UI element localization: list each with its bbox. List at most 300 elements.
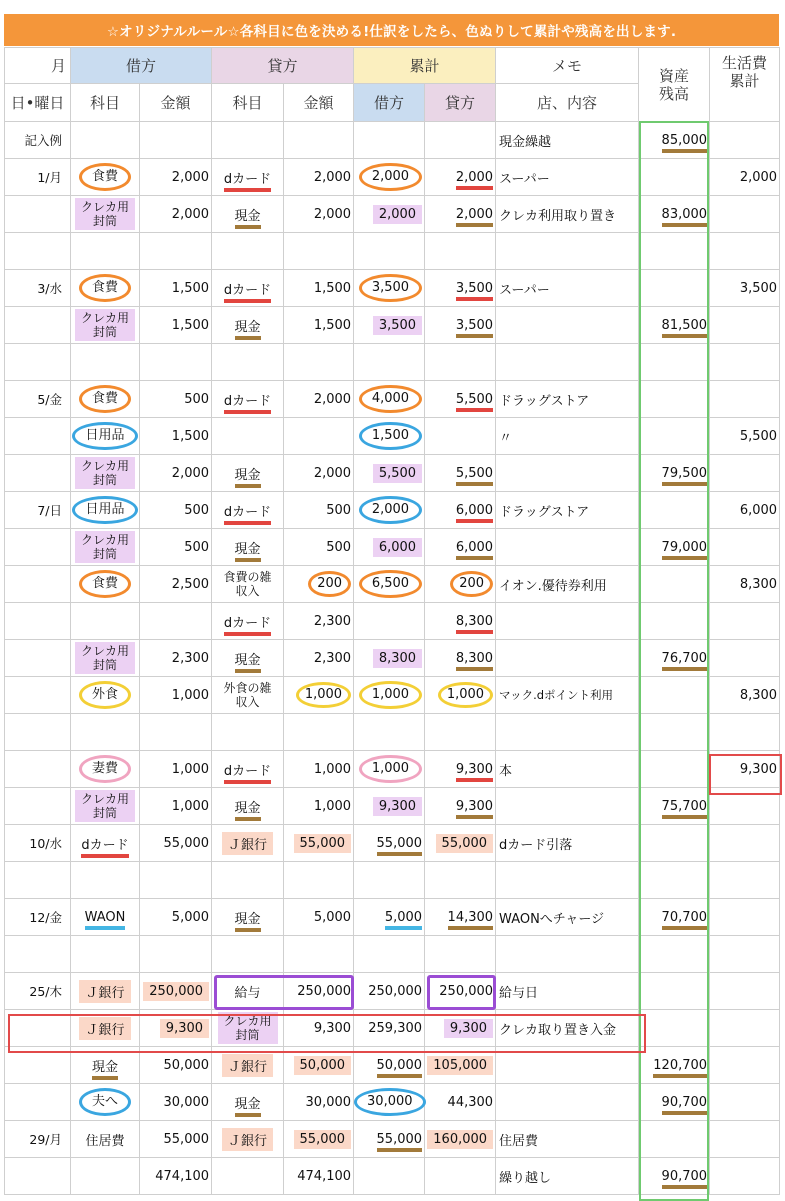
credit-amount-cell <box>284 1121 354 1158</box>
ledger-row <box>5 751 780 788</box>
credit-amount-cell <box>284 492 354 529</box>
debit-account-text: 食費 <box>79 163 131 191</box>
date-cell <box>5 603 71 640</box>
credit-amount-cell <box>284 1047 354 1084</box>
date-cell <box>5 899 71 936</box>
credit-account-cell <box>212 862 284 899</box>
header-cumulative: 累計 <box>354 48 496 84</box>
cum-credit-cell <box>425 529 496 566</box>
credit-amount-text: 500 <box>326 539 352 555</box>
date-text: 記入例 <box>24 133 62 148</box>
credit-amount-text: 55,000 <box>294 1130 352 1149</box>
cum-credit-cell <box>425 936 496 973</box>
living-cost-text: 2,000 <box>739 169 778 185</box>
ledger-row <box>5 899 780 936</box>
cum-debit-text: 1,000 <box>359 681 422 709</box>
credit-amount-text: 2,300 <box>313 650 352 666</box>
date-text: 3/水 <box>37 281 62 296</box>
asset-balance-cell <box>639 418 710 455</box>
debit-amount-cell <box>140 973 212 1010</box>
debit-amount-text: 500 <box>184 539 210 555</box>
debit-account-cell <box>71 1084 140 1121</box>
debit-account-text: クレカ用 封筒 <box>75 790 135 822</box>
asset-balance-cell <box>639 973 710 1010</box>
memo-text: ドラッグストア <box>499 504 590 520</box>
memo-cell <box>496 1121 639 1158</box>
asset-balance-cell <box>639 159 710 196</box>
credit-account-text: 現金 <box>235 801 261 821</box>
credit-account-text: Ｊ銀行 <box>222 1128 273 1151</box>
memo-cell <box>496 936 639 973</box>
credit-amount-text: 5,000 <box>313 909 352 925</box>
cum-credit-text: 6,000 <box>456 540 493 560</box>
header-day-weekday: 日•曜日 <box>5 84 71 122</box>
date-cell <box>5 677 71 714</box>
credit-amount-cell <box>284 418 354 455</box>
ledger-row <box>5 381 780 418</box>
debit-amount-cell <box>140 492 212 529</box>
credit-amount-text: 500 <box>326 502 352 518</box>
asset-balance-cell <box>639 270 710 307</box>
date-cell <box>5 788 71 825</box>
cum-credit-text: 44,300 <box>447 1094 494 1110</box>
date-text: 10/水 <box>29 836 62 851</box>
cum-credit-cell <box>425 1121 496 1158</box>
cum-debit-cell <box>354 418 425 455</box>
credit-amount-text: 1,500 <box>313 317 352 333</box>
asset-balance-cell <box>639 788 710 825</box>
cum-debit-cell <box>354 677 425 714</box>
debit-account-cell <box>71 899 140 936</box>
debit-account-cell <box>71 566 140 603</box>
memo-text: 住居費 <box>499 1133 539 1149</box>
cum-debit-text: 5,000 <box>385 910 422 930</box>
cum-credit-text: 200 <box>450 571 493 597</box>
credit-amount-cell <box>284 936 354 973</box>
date-text: 7/日 <box>37 503 62 518</box>
asset-balance-text: 90,700 <box>662 1095 708 1115</box>
debit-account-cell <box>71 603 140 640</box>
credit-account-text: Ｊ銀行 <box>222 832 273 855</box>
cum-credit-text: 5,500 <box>456 466 493 486</box>
credit-amount-cell <box>284 862 354 899</box>
debit-account-cell <box>71 418 140 455</box>
living-cost-cell <box>710 566 780 603</box>
credit-amount-cell <box>284 122 354 159</box>
cum-credit-cell <box>425 159 496 196</box>
cum-credit-text: 6,000 <box>456 503 493 523</box>
memo-cell <box>496 344 639 381</box>
debit-account-text: Ｊ銀行 <box>79 980 130 1003</box>
memo-cell <box>496 973 639 1010</box>
credit-account-cell <box>212 936 284 973</box>
debit-amount-cell <box>140 677 212 714</box>
debit-account-cell <box>71 122 140 159</box>
memo-cell <box>496 825 639 862</box>
memo-cell <box>496 233 639 270</box>
credit-amount-text: 474,100 <box>297 1168 352 1184</box>
debit-account-text: 妻費 <box>79 755 131 783</box>
credit-account-text: クレカ用 封筒 <box>218 1012 278 1044</box>
cum-credit-cell <box>425 233 496 270</box>
credit-amount-cell <box>284 529 354 566</box>
asset-balance-cell <box>639 529 710 566</box>
credit-amount-cell <box>284 159 354 196</box>
cum-debit-cell <box>354 233 425 270</box>
credit-account-cell <box>212 1084 284 1121</box>
debit-amount-text: 500 <box>184 391 210 407</box>
date-cell <box>5 233 71 270</box>
debit-amount-cell <box>140 862 212 899</box>
memo-cell <box>496 899 639 936</box>
date-cell <box>5 751 71 788</box>
credit-account-text: 現金 <box>235 912 261 932</box>
cum-credit-text: 55,000 <box>436 834 494 853</box>
debit-account-text: クレカ用 封筒 <box>75 642 135 674</box>
cum-credit-cell <box>425 825 496 862</box>
asset-balance-cell <box>639 196 710 233</box>
header-cum-debit: 借方 <box>354 84 425 122</box>
debit-amount-text: 1,000 <box>171 798 210 814</box>
memo-text: dカード引落 <box>499 837 573 853</box>
debit-amount-cell <box>140 1010 212 1047</box>
debit-account-text: 食費 <box>79 385 131 413</box>
cum-credit-cell <box>425 788 496 825</box>
cum-credit-cell <box>425 566 496 603</box>
debit-amount-cell <box>140 1121 212 1158</box>
credit-account-cell <box>212 122 284 159</box>
debit-account-text: クレカ用 封筒 <box>75 198 135 230</box>
debit-account-cell <box>71 788 140 825</box>
header-debit-account: 科目 <box>71 84 140 122</box>
cum-debit-cell <box>354 1047 425 1084</box>
credit-amount-text: 2,000 <box>313 465 352 481</box>
ledger-row <box>5 862 780 899</box>
date-cell <box>5 381 71 418</box>
debit-account-text: 食費 <box>79 570 131 598</box>
asset-balance-cell <box>639 455 710 492</box>
credit-amount-cell <box>284 196 354 233</box>
memo-cell <box>496 455 639 492</box>
cum-debit-text: 9,300 <box>373 797 422 816</box>
date-cell <box>5 1010 71 1047</box>
debit-amount-cell <box>140 788 212 825</box>
debit-amount-text: 2,500 <box>171 576 210 592</box>
memo-cell <box>496 1047 639 1084</box>
cum-debit-cell <box>354 1121 425 1158</box>
debit-account-cell <box>71 825 140 862</box>
debit-account-cell <box>71 640 140 677</box>
living-cost-cell <box>710 233 780 270</box>
debit-amount-cell <box>140 418 212 455</box>
cum-debit-cell <box>354 862 425 899</box>
credit-account-cell <box>212 529 284 566</box>
debit-account-text: 夫へ <box>79 1088 131 1116</box>
date-cell <box>5 973 71 1010</box>
memo-cell <box>496 307 639 344</box>
credit-amount-cell <box>284 1010 354 1047</box>
asset-balance-cell <box>639 1158 710 1195</box>
memo-text: WAONへチャージ <box>499 911 605 927</box>
date-cell <box>5 270 71 307</box>
credit-account-cell <box>212 751 284 788</box>
date-text: 29/月 <box>29 1132 62 1147</box>
asset-balance-cell <box>639 751 710 788</box>
ledger-row <box>5 714 780 751</box>
header-living-cost-total: 生活費 累計 <box>710 48 780 122</box>
asset-balance-cell <box>639 862 710 899</box>
ledger-row <box>5 1121 780 1158</box>
credit-account-text: 給与 <box>234 985 261 1001</box>
credit-account-text: 食費の雑 収入 <box>223 569 272 598</box>
debit-account-cell <box>71 233 140 270</box>
cum-debit-text: 8,300 <box>373 649 422 668</box>
asset-balance-cell <box>639 1047 710 1084</box>
cum-debit-cell <box>354 307 425 344</box>
asset-balance-cell <box>639 1121 710 1158</box>
asset-balance-cell <box>639 381 710 418</box>
date-cell <box>5 159 71 196</box>
memo-text: 現金繰越 <box>499 134 552 150</box>
cum-credit-text: 5,500 <box>456 392 493 412</box>
credit-account-cell <box>212 1047 284 1084</box>
living-cost-cell <box>710 1010 780 1047</box>
memo-cell <box>496 677 639 714</box>
cum-debit-text: 50,000 <box>377 1058 423 1078</box>
debit-account-cell <box>71 159 140 196</box>
credit-account-cell <box>212 1158 284 1195</box>
memo-cell <box>496 1084 639 1121</box>
memo-text: イオン.優待券利用 <box>499 578 607 594</box>
asset-balance-cell <box>639 640 710 677</box>
cum-debit-text: 6,500 <box>359 570 422 598</box>
debit-amount-text: 2,000 <box>171 465 210 481</box>
debit-account-text: 住居費 <box>85 1133 125 1149</box>
cum-credit-cell <box>425 1158 496 1195</box>
cum-credit-cell <box>425 492 496 529</box>
header-month: 月 <box>5 48 71 84</box>
credit-amount-cell <box>284 566 354 603</box>
ledger-row <box>5 640 780 677</box>
debit-account-cell <box>71 529 140 566</box>
debit-account-text: WAON <box>85 910 126 930</box>
living-cost-cell <box>710 973 780 1010</box>
cum-credit-cell <box>425 455 496 492</box>
debit-account-cell <box>71 1158 140 1195</box>
credit-account-cell <box>212 233 284 270</box>
asset-balance-text: 81,500 <box>662 318 708 338</box>
date-cell <box>5 529 71 566</box>
credit-account-cell <box>212 640 284 677</box>
ledger-row <box>5 1010 780 1047</box>
cum-credit-cell <box>425 270 496 307</box>
debit-amount-cell <box>140 603 212 640</box>
credit-amount-text: 1,500 <box>313 280 352 296</box>
credit-account-cell <box>212 973 284 1010</box>
credit-amount-text: 2,300 <box>313 613 352 629</box>
ledger-row <box>5 418 780 455</box>
credit-account-cell <box>212 603 284 640</box>
living-cost-cell <box>710 344 780 381</box>
debit-account-cell <box>71 455 140 492</box>
cum-debit-cell <box>354 344 425 381</box>
debit-account-cell <box>71 344 140 381</box>
debit-amount-cell <box>140 825 212 862</box>
debit-amount-cell <box>140 899 212 936</box>
cum-debit-cell <box>354 1158 425 1195</box>
debit-amount-cell <box>140 1047 212 1084</box>
living-cost-cell <box>710 455 780 492</box>
cum-debit-cell <box>354 455 425 492</box>
cum-debit-cell <box>354 1010 425 1047</box>
debit-amount-cell <box>140 566 212 603</box>
date-cell <box>5 344 71 381</box>
credit-account-cell <box>212 492 284 529</box>
debit-amount-text: 1,500 <box>171 428 210 444</box>
debit-amount-text: 1,000 <box>171 687 210 703</box>
cum-credit-cell <box>425 344 496 381</box>
header-debit: 借方 <box>71 48 212 84</box>
credit-account-cell <box>212 1121 284 1158</box>
credit-account-cell <box>212 307 284 344</box>
credit-amount-text: 2,000 <box>313 169 352 185</box>
debit-amount-cell <box>140 1158 212 1195</box>
memo-text: クレカ取り置き入金 <box>499 1022 617 1038</box>
asset-balance-cell <box>639 1084 710 1121</box>
ledger-row <box>5 270 780 307</box>
debit-amount-cell <box>140 159 212 196</box>
debit-amount-cell <box>140 196 212 233</box>
credit-amount-text: 2,000 <box>313 391 352 407</box>
date-cell <box>5 640 71 677</box>
debit-amount-cell <box>140 529 212 566</box>
cum-credit-text: 1,000 <box>438 682 493 708</box>
debit-amount-cell <box>140 936 212 973</box>
credit-account-cell <box>212 566 284 603</box>
cum-credit-text: 105,000 <box>427 1056 493 1075</box>
memo-text: 〃 <box>499 430 513 446</box>
asset-balance-cell <box>639 566 710 603</box>
ledger-row <box>5 566 780 603</box>
asset-balance-cell <box>639 825 710 862</box>
cum-credit-cell <box>425 307 496 344</box>
cum-credit-cell <box>425 1047 496 1084</box>
date-cell <box>5 862 71 899</box>
memo-cell <box>496 751 639 788</box>
memo-text: 給与日 <box>499 985 539 1001</box>
cum-credit-cell <box>425 714 496 751</box>
credit-account-cell <box>212 455 284 492</box>
credit-amount-cell <box>284 825 354 862</box>
cum-debit-text: 6,000 <box>373 538 422 557</box>
credit-account-cell <box>212 270 284 307</box>
living-cost-cell <box>710 492 780 529</box>
cum-credit-cell <box>425 196 496 233</box>
cum-debit-cell <box>354 1084 425 1121</box>
living-cost-cell <box>710 159 780 196</box>
credit-amount-text: 9,300 <box>313 1020 352 1036</box>
header-cum-credit: 貸方 <box>425 84 496 122</box>
cum-debit-text: 2,000 <box>359 163 422 191</box>
cum-debit-text: 4,000 <box>359 385 422 413</box>
debit-amount-cell <box>140 640 212 677</box>
cum-credit-cell <box>425 1010 496 1047</box>
credit-account-cell <box>212 677 284 714</box>
date-cell <box>5 1121 71 1158</box>
debit-amount-text: 1,000 <box>171 761 210 777</box>
debit-account-cell <box>71 714 140 751</box>
ledger-row <box>5 825 780 862</box>
cum-credit-cell <box>425 899 496 936</box>
credit-account-text: 現金 <box>235 468 261 488</box>
credit-account-cell <box>212 418 284 455</box>
debit-account-cell <box>71 751 140 788</box>
cum-credit-cell <box>425 418 496 455</box>
cum-credit-cell <box>425 677 496 714</box>
cum-debit-text: 1,000 <box>359 755 422 783</box>
ledger-row <box>5 677 780 714</box>
credit-amount-text: 200 <box>308 571 351 597</box>
debit-account-text: 現金 <box>92 1060 118 1080</box>
credit-account-cell <box>212 899 284 936</box>
credit-account-text: dカード <box>224 172 271 192</box>
debit-amount-text: 2,000 <box>171 169 210 185</box>
cum-credit-cell <box>425 1084 496 1121</box>
debit-account-text: 日用品 <box>72 496 137 524</box>
date-cell <box>5 566 71 603</box>
header-asset-balance: 資産 残高 <box>639 48 710 122</box>
header-credit: 貸方 <box>212 48 354 84</box>
credit-account-text: dカード <box>224 394 271 414</box>
memo-cell <box>496 529 639 566</box>
asset-balance-cell <box>639 307 710 344</box>
debit-amount-text: 30,000 <box>163 1094 210 1110</box>
debit-account-text: クレカ用 封筒 <box>75 309 135 341</box>
date-cell <box>5 1084 71 1121</box>
ledger-row <box>5 973 780 1010</box>
credit-amount-cell <box>284 1158 354 1195</box>
date-cell <box>5 714 71 751</box>
cum-credit-cell <box>425 862 496 899</box>
memo-text: ドラッグストア <box>499 393 590 409</box>
debit-amount-text: 9,300 <box>160 1019 209 1038</box>
cum-debit-cell <box>354 788 425 825</box>
debit-amount-text: 1,500 <box>171 280 210 296</box>
memo-cell <box>496 418 639 455</box>
ledger-row <box>5 1047 780 1084</box>
credit-amount-cell <box>284 1084 354 1121</box>
ledger-table <box>4 47 780 1195</box>
memo-cell <box>496 270 639 307</box>
debit-amount-cell <box>140 233 212 270</box>
cum-credit-text: 2,000 <box>456 170 493 190</box>
cum-credit-text: 9,300 <box>444 1019 493 1038</box>
cum-credit-text: 14,300 <box>448 910 494 930</box>
asset-balance-cell <box>639 492 710 529</box>
asset-balance-text: 79,500 <box>662 466 708 486</box>
memo-text: クレカ利用取り置き <box>499 208 617 224</box>
living-cost-cell <box>710 270 780 307</box>
credit-account-text: dカード <box>224 616 271 636</box>
date-cell <box>5 122 71 159</box>
living-cost-text: 3,500 <box>739 280 778 296</box>
debit-amount-text: 55,000 <box>163 1131 210 1147</box>
header-credit-account: 科目 <box>212 84 284 122</box>
credit-account-text: 現金 <box>235 1097 261 1117</box>
credit-amount-cell <box>284 640 354 677</box>
cum-debit-cell <box>354 714 425 751</box>
credit-account-cell <box>212 381 284 418</box>
